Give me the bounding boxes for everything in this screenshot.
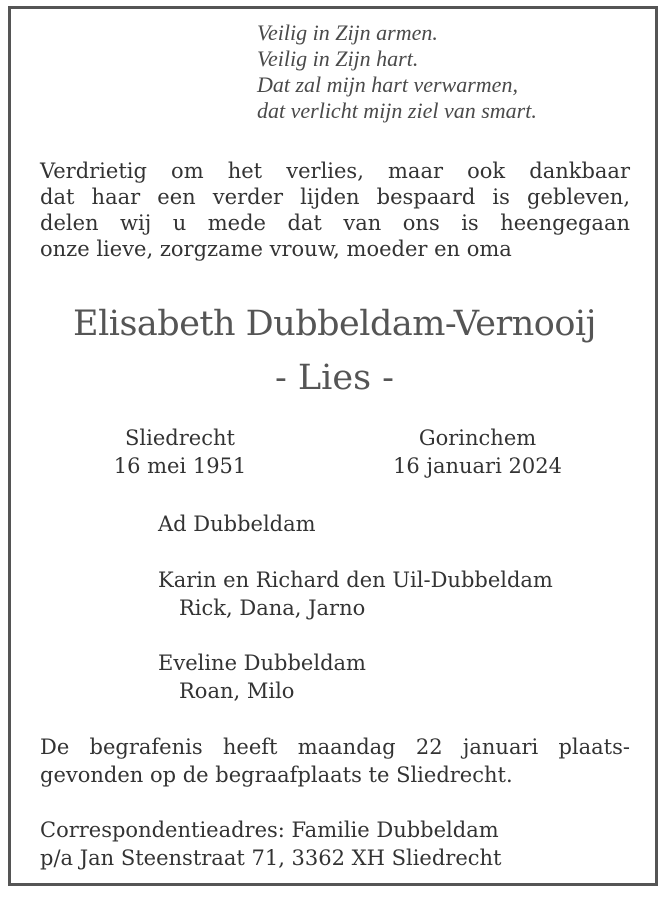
death-date: 16 januari 2024: [393, 454, 562, 478]
intro-line: Verdrietig om het verlies, maar ook dankbaar: [40, 159, 630, 183]
birth-info: [90, 424, 270, 480]
poem-line: Veilig in Zijn hart.: [257, 46, 419, 71]
funeral-info: [40, 733, 630, 789]
correspondence-info: [40, 816, 630, 872]
funeral-line: De begrafenis heeft maandag 22 januari plaats-: [40, 735, 630, 759]
family-group-2: [158, 649, 366, 705]
birth-place: Sliedrecht: [125, 426, 235, 450]
deceased-name: Elisabeth Dubbeldam-Vernooij: [73, 304, 596, 344]
family-spouse: Ad Dubbeldam: [158, 512, 316, 536]
correspondence-line: p/a Jan Steenstraat 71, 3362 XH Sliedrecht: [40, 846, 502, 870]
intro-line: onze lieve, zorgzame vrouw, moeder en oma: [40, 237, 512, 261]
intro-line: delen wij u mede dat van ons is heengegaan: [40, 211, 630, 235]
family-child: Karin en Richard den Uil-Dubbeldam: [158, 568, 553, 592]
correspondence-line: Correspondentieadres: Familie Dubbeldam: [40, 818, 499, 842]
death-place: Gorinchem: [418, 426, 537, 450]
intro-text: [40, 158, 630, 262]
poem-line: dat verlicht mijn ziel van smart.: [257, 98, 537, 123]
funeral-line: gevonden op de begraafplaats te Sliedrecht.: [40, 763, 513, 787]
poem: [257, 20, 537, 124]
family-grandchildren: Rick, Dana, Jarno: [179, 596, 366, 620]
poem-line: Veilig in Zijn armen.: [257, 20, 438, 45]
deceased-nickname: - Lies -: [274, 358, 394, 398]
poem-line: Dat zal mijn hart verwarmen,: [257, 72, 518, 97]
death-info: [375, 424, 580, 480]
intro-line: dat haar een verder lijden bespaard is gebleven,: [40, 185, 630, 209]
birth-date: 16 mei 1951: [113, 454, 247, 478]
family-grandchildren: Roan, Milo: [179, 679, 295, 703]
family-group-1: [158, 566, 553, 622]
family-child: Eveline Dubbeldam: [158, 651, 366, 675]
